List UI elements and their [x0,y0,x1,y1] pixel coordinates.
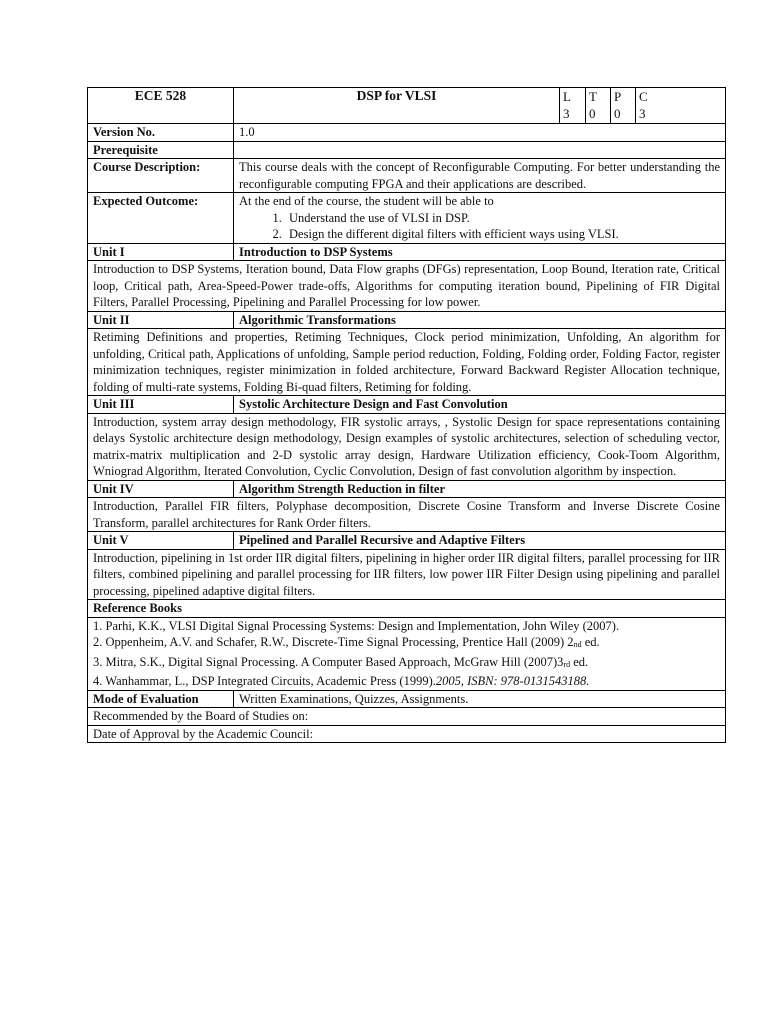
reference-italic: 2005, ISBN: 978-0131543188. [435,674,590,688]
unit-5-content-row [88,549,726,600]
version-label: Version No. [88,124,234,142]
unit-3-header [88,396,726,414]
version-value: 1.0 [234,124,726,142]
ordinal-suffix: nd [573,640,582,649]
unit-content: Introduction, system array design methodology, FIR systolic arrays, , Systolic Design for space representations containing delays Systolic architecture design methodology, Design examples of systolic architectures, selection of scheduling vector, matrix-matrix multiplication and 2-D systolic array design, Hardware Utilization efficiency, Cook-Toom Algorithm, Wniograd Algorithm, Iterated Convolution, Cyclic Convolution, Design of fast convolution algorithm by inspection. [88,413,726,480]
unit-content: Introduction, pipelining in 1st order IIR digital filters, pipelining in higher order IIR digital filters, parallel processing for IIR filters, combined pipelining and parallel processing for IIR filters, low power IIR Filter Design using pipelining and parallel processing, pipelined adaptive digital filters. [88,549,726,600]
ltpc-t [586,88,611,124]
unit-4-content-row [88,498,726,532]
reference-text: 2. Oppenheim, A.V. and Schafer, R.W., Discrete-Time Signal Processing, Prentice Hall (2009) 2 [93,635,574,649]
description-row [88,159,726,193]
course-header-row [88,88,726,124]
unit-label: Unit IV [88,480,234,498]
ltpc-p [611,88,636,124]
ltpc-value: 3 [639,106,646,121]
unit-title: Systolic Architecture Design and Fast Convolution [234,396,726,414]
reference-tail: ed. [581,635,600,649]
ltpc-label: C [639,89,648,104]
outcome-list [239,210,720,243]
unit-title: Pipelined and Parallel Recursive and Adaptive Filters [234,532,726,550]
ltpc-c [636,88,726,124]
approval-text: Date of Approval by the Academic Council: [88,725,726,743]
unit-title: Algorithmic Transformations [234,311,726,329]
unit-label: Unit V [88,532,234,550]
evaluation-label: Mode of Evaluation [88,690,234,708]
ltpc-value: 0 [589,106,596,121]
unit-3-content-row [88,413,726,480]
outcome-row [88,193,726,244]
ltpc-value: 3 [563,106,570,121]
prerequisite-row [88,141,726,159]
outcome-item: 1. Understand the use of VLSI in DSP. [285,210,720,227]
reference-item: 1. Parhi, K.K., VLSI Digital Signal Processing Systems: Design and Implementation, John Wiley (2007). [93,618,620,633]
description-value: This course deals with the concept of Reconfigurable Computing. For better understanding the reconfigurable computing FPGA and their applications are described. [234,159,726,193]
references-list [88,617,726,690]
unit-5-header [88,532,726,550]
evaluation-value: Written Examinations, Quizzes, Assignments. [234,690,726,708]
references-label: Reference Books [88,600,726,618]
unit-content: Introduction, Parallel FIR filters, Polyphase decomposition, Discrete Cosine Transform and Inverse Discrete Cosine Transform, parallel architectures for Rank Order filters. [88,498,726,532]
ltpc-label: L [563,89,571,104]
evaluation-row [88,690,726,708]
unit-title: Algorithm Strength Reduction in filter [234,480,726,498]
outcome-label: Expected Outcome: [88,193,234,244]
references-row [88,617,726,690]
description-label: Course Description: [88,159,234,193]
course-code: ECE 528 [88,88,234,124]
ordinal-suffix: rd [563,659,571,669]
references-header [88,600,726,618]
reference-item [93,634,720,654]
recommended-row [88,708,726,726]
ltpc-l [560,88,586,124]
syllabus-page [87,87,725,743]
syllabus-table [87,87,726,743]
unit-label: Unit III [88,396,234,414]
prerequisite-value [234,141,726,159]
outcome-item: 2. Design the different digital filters with efficient ways using VLSI. [285,226,720,243]
reference-item [93,673,720,690]
approval-row [88,725,726,743]
unit-label: Unit I [88,243,234,261]
reference-text: 3. Mitra, S.K., Digital Signal Processing. A Computer Based Approach, McGraw Hill (2007)3 [93,654,564,669]
unit-content: Introduction to DSP Systems, Iteration bound, Data Flow graphs (DFGs) representation, Loop Bound, Iteration rate, Critical loop, Critical path, Area-Speed-Power trade-offs, Algorithms for computing iteration bound, Pipelining of FIR Digital Filters, Parallel Processing, Pipelining and Parallel Processing for low power. [88,261,726,312]
reference-text: 4. Wanhammar, L., DSP Integrated Circuits, Academic Press (1999). [93,674,436,688]
ltpc-label: T [589,89,597,104]
unit-1-header [88,243,726,261]
recommended-text: Recommended by the Board of Studies on: [88,708,726,726]
prerequisite-label: Prerequisite [88,141,234,159]
outcome-intro: At the end of the course, the student will be able to [239,194,494,208]
reference-item [93,654,720,674]
ltpc-label: P [614,89,622,104]
unit-title: Introduction to DSP Systems [234,243,726,261]
reference-tail: ed. [570,654,589,669]
outcome-value [234,193,726,244]
unit-label: Unit II [88,311,234,329]
unit-4-header [88,480,726,498]
unit-content: Retiming Definitions and properties, Retiming Techniques, Clock period minimization, Unfolding, An algorithm for unfolding, Critical path, Applications of unfolding, Sample period reduction, Folding, Folding order, Folding Factor, register minimization techniques, register minimization in folded architecture, Forward Backward Register Allocation technique, folding of multi-rate systems, Folding Bi-quad filters, Retiming for folding. [88,329,726,396]
unit-2-header [88,311,726,329]
unit-1-content-row [88,261,726,312]
version-row [88,124,726,142]
ltpc-value: 0 [614,106,621,121]
course-title: DSP for VLSI [234,88,560,124]
unit-2-content-row [88,329,726,396]
